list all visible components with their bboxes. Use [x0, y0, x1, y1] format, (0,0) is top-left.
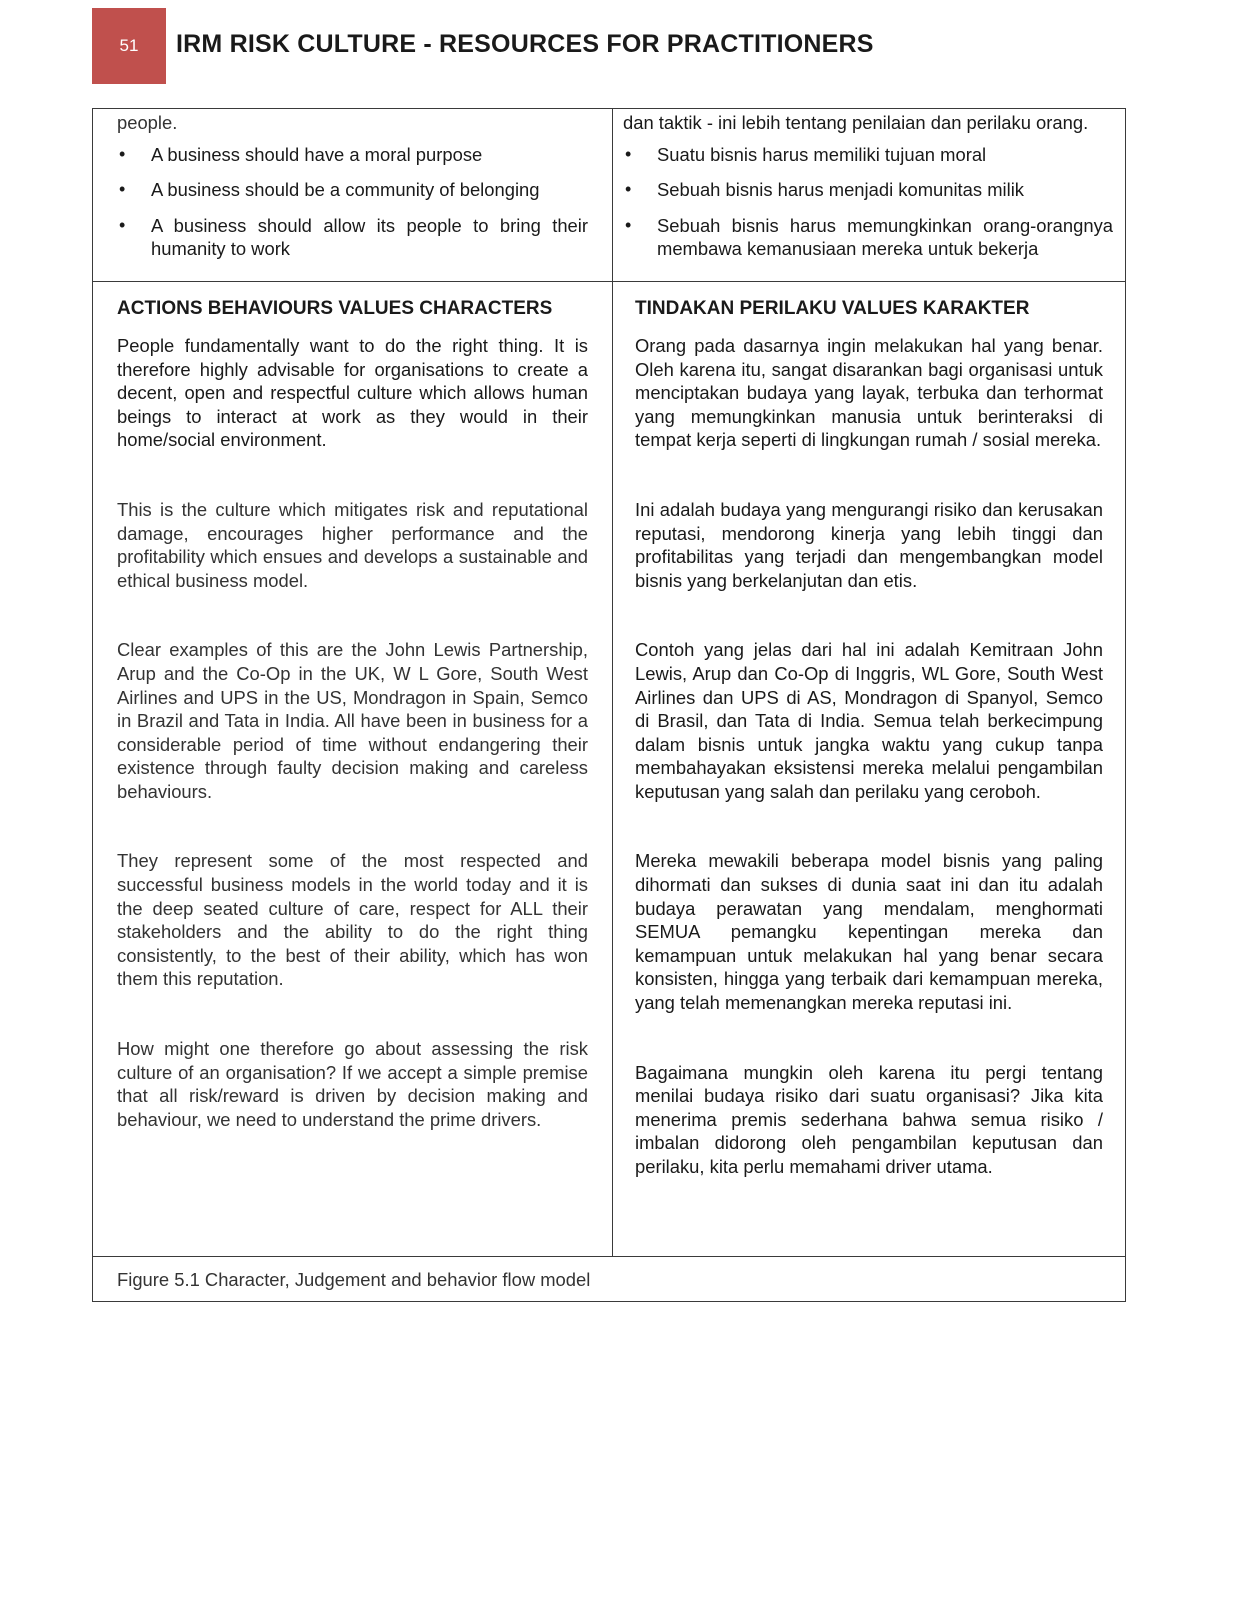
paragraph: How might one therefore go about assessing the risk culture of an organisation? If we accept a simple premise that all risk/reward is driven by decision making and behaviour, we need to understand the prime drivers. — [117, 1038, 588, 1130]
figure-caption: Figure 5.1 Character, Judgement and behavior flow model — [117, 1268, 591, 1290]
section-heading-id: TINDAKAN PERILAKU VALUES KARAKTER — [635, 297, 1030, 319]
paragraph: Orang pada dasarnya ingin melakukan hal yang benar. Oleh karena itu, sangat disarankan bagi organisasi untuk menciptakan budaya yang layak, terbuka dan terhormat yang memungkinkan manusia untuk berinteraksi di tempat kerja seperti di lingkungan rumah / sosial mereka. — [635, 334, 1103, 451]
top-left-cell — [93, 109, 613, 282]
lead-text-en: people. — [117, 112, 178, 133]
list-item: • Sebuah bisnis harus memungkinkan orang-orangnya membawa kemanusiaan mereka untuk bekerja — [623, 214, 1113, 261]
list-item: • A business should be a community of belonging — [117, 178, 588, 202]
page-title: IRM RISK CULTURE - RESOURCES FOR PRACTITIONERS — [176, 30, 874, 58]
top-right-cell — [613, 109, 1126, 282]
main-left-cell — [93, 281, 613, 1256]
paragraph: This is the culture which mitigates risk and reputational damage, encourages higher performance and the profitability which ensues and develops a sustainable and ethical business model. — [117, 498, 588, 591]
paragraph: Bagaimana mungkin oleh karena itu pergi tentang menilai budaya risiko dari suatu organisasi? Jika kita menerima premis sederhana bahwa semua risiko / imbalan didorong oleh pengambilan keputusan dan perilaku, kita perlu memahami driver utama. — [635, 1061, 1103, 1177]
bullet-list-id — [623, 143, 1113, 261]
paragraph: Mereka mewakili beberapa model bisnis yang paling dihormati dan sukses di dunia saat ini dan itu adalah budaya perawatan yang mendalam, menghormati SEMUA pemangku kepentingan mereka dan kemampuan untuk melakukan hal yang benar secara konsisten, hingga yang terbaik dari kemampuan mereka, yang telah memenangkan mereka reputasi ini. — [635, 850, 1103, 1014]
paragraph: People fundamentally want to do the right thing. It is therefore highly advisable for organisations to create a decent, open and respectful culture which allows human beings to interact at work as they would in their home/social environment. — [117, 334, 588, 451]
caption-row — [93, 1256, 1126, 1301]
bilingual-table — [92, 108, 1126, 1302]
top-row — [93, 109, 1126, 282]
list-item: • A business should have a moral purpose — [117, 143, 588, 167]
bullet-list-en — [117, 143, 588, 261]
section-heading-en: ACTIONS BEHAVIOURS VALUES CHARACTERS — [117, 297, 553, 319]
paragraph: Clear examples of this are the John Lewis Partnership, Arup and the Co-Op in the UK, W L Gore, South West Airlines and UPS in the US, Mondragon in Spain, Semco in Brazil and Tata in India. All have been in business for a considerable period of time without endangering their existence through faulty decision making and careless behaviours. — [117, 639, 588, 802]
list-item: • Sebuah bisnis harus menjadi komunitas milik — [623, 178, 1113, 202]
list-item: • A business should allow its people to bring their humanity to work — [117, 214, 588, 261]
main-row — [93, 281, 1126, 1256]
main-right-cell — [613, 281, 1126, 1256]
list-item: • Suatu bisnis harus memiliki tujuan moral — [623, 143, 1113, 167]
paragraph: They represent some of the most respected and successful business models in the world today and it is the deep seated culture of care, respect for ALL their stakeholders and the ability to do the right thing consistently, to the best of their ability, which has won them this reputation. — [117, 850, 588, 990]
caption-cell — [93, 1256, 1126, 1301]
page-number-badge — [92, 8, 166, 84]
paragraph: Contoh yang jelas dari hal ini adalah Kemitraan John Lewis, Arup dan Co-Op di Inggris, WL Gore, South West Airlines dan UPS di AS, Mondragon di Spanyol, Semco di Brasil, dan Tata di India. Semua telah berkecimpung dalam bisnis untuk jangka waktu yang cukup tanpa membahayakan eksistensi mereka melalui pengambilan keputusan yang salah dan perilaku yang ceroboh. — [635, 639, 1103, 802]
page-number: 51 — [119, 36, 139, 55]
paragraph: Ini adalah budaya yang mengurangi risiko dan kerusakan reputasi, mendorong kinerja yang lebih tinggi dan profitabilitas yang terjadi dan mengembangkan model bisnis yang berkelanjutan dan etis. — [635, 498, 1103, 591]
lead-text-id: dan taktik - ini lebih tentang penilaian dan perilaku orang. — [623, 112, 1089, 133]
